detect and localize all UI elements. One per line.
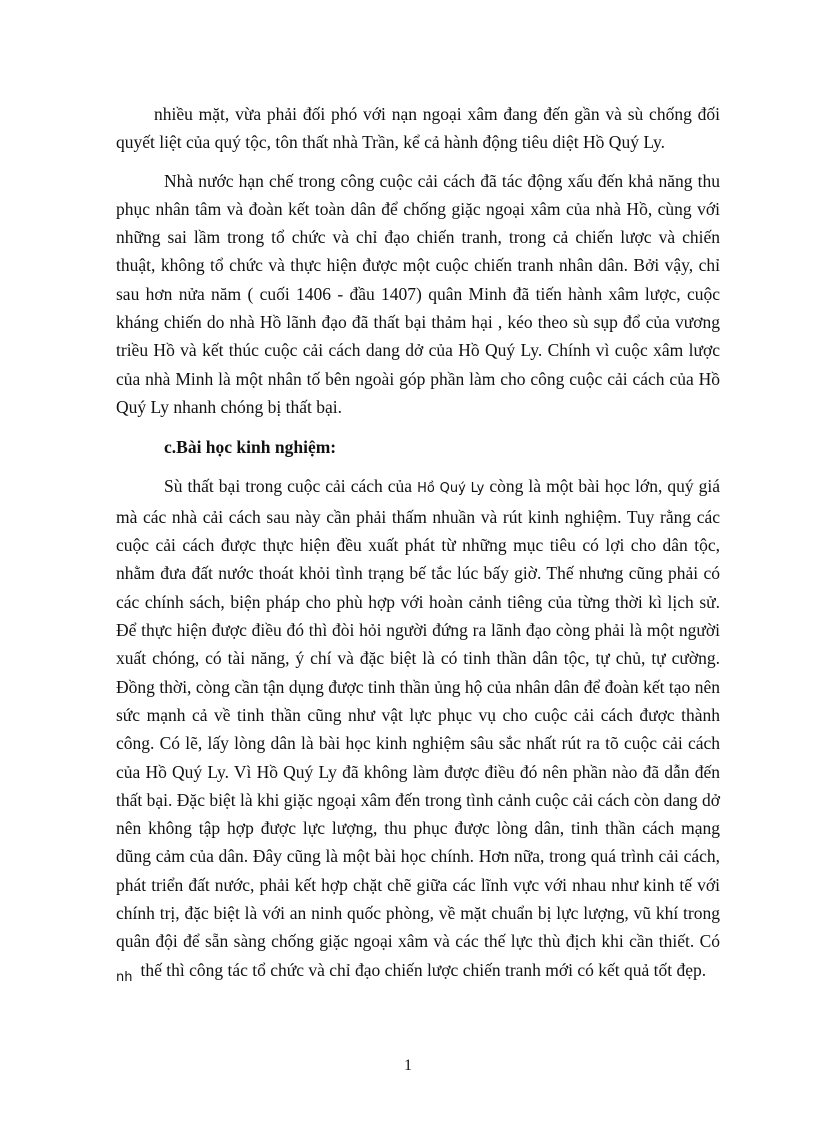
paragraph-lessons-end: thế thì công tác tổ chức và chỉ đạo chiến lược chiến tranh mới có kết quả tốt đẹp. (140, 959, 707, 980)
paragraph-lessons-body: còng là một bài học lớn, quý giá mà các nhà cải cách sau này cần phải thấm nhuần và rút kinh nghiệm. Tuy rằng các cuộc cải cách được thực hiện đều xuất phát từ những mục tiêu có lợi cho dân tộc, nhằm đưa đất nước thoát khỏi tình trạng bế tắc lúc bấy giờ. Thế nhưng cũng phải có các chính sách, biện pháp cho phù hợp với hoàn cảnh tiêng của từng thời kì lịch sử. Để thực hiện được điều đó thì đòi hỏi người đứng ra lãnh đạo còng phải là một người xuất chóng, có tài năng, ý chí và đặc biệt là có tinh thần dân tộc, tự chủ, tự cường. Đồng thời, còng cần tận dụng được tinh thần ủng hộ của nhân dân để đoàn kết tạo nên sức mạnh cả về tinh thần cũng như vật lực phục vụ cho cuộc cải cách được thành công. Có lẽ, lấy lòng dân là bài học kinh nghiệm sâu sắc nhất rút ra tõ cuộc cải cách của Hồ Quý Ly. Vì Hồ Quý Ly đã không làm được điều đó nên phần nào đã dẫn đến thất bại. Đặc biệt là khi giặc ngoại xâm đến trong tình cảnh cuộc cải cách còn dang dở nên không tập hợp được lực lượng, thu phục được lòng dân, tinh thần cách mạng dũng cảm của dân. Đây cũng là một bài học chính. Hơn nữa, trong quá trình cải cách, phát triển đất nước, phải kết hợp chặt chẽ giữa các lĩnh vực với nhau như kinh tế với chính trị, đặc biệt là với an ninh quốc phòng, về mặt chuẩn bị lực lượng, vũ khí trong quân đội để sẵn sàng chống giặc ngoại xâm và các thế lực thù địch khi cần thiết. Có (116, 475, 721, 952)
section-heading: c.Bài học kinh nghiệm: (164, 437, 337, 458)
stray-subscript-text: nh (116, 969, 133, 985)
paragraph-lessons (116, 472, 720, 987)
paragraph-lessons-start: Sù thất bại trong cuộc cải cách của (164, 475, 418, 496)
paragraph-state-limitations: Nhà nước hạn chế trong công cuộc cải cách đã tác động xấu đến khả năng thu phục nhân tâm và đoàn kết toàn dân để chống giặc ngoại xâm của nhà Hồ, cùng với những sai lầm trong tổ chức và chỉ đạo chiến tranh, trong cả chiến lược và chiến thuật, không tổ chức và thực hiện được một cuộc chiến tranh nhân dân. Bởi vậy, chỉ sau hơn nửa năm ( cuối 1406 - đầu 1407) quân Minh đã tiến hành xâm lược, cuộc kháng chiến do nhà Hồ lãnh đạo đã thất bại thảm hại , kéo theo sù sụp đổ của vương triều Hồ và kết thúc cuộc cải cách dang dở của Hồ Quý Ly. Chính vì cuộc xâm lược của nhà Minh là một nhân tố bên ngoài góp phần làm cho công cuộc cải cách của Hồ Quý Ly nhanh chóng bị thất bại. (116, 170, 720, 417)
document-body (116, 100, 720, 987)
inline-name-small-font: Hồ Quý Ly (417, 480, 485, 496)
page-number: 1 (404, 1057, 412, 1074)
paragraph-continuation: nhiều mặt, vừa phải đối phó với nạn ngoại xâm đang đến gần và sù chống đối quyết liệt của quý tộc, tôn thất nhà Trần, kể cả hành động tiêu diệt Hồ Quý Ly. (116, 104, 720, 153)
